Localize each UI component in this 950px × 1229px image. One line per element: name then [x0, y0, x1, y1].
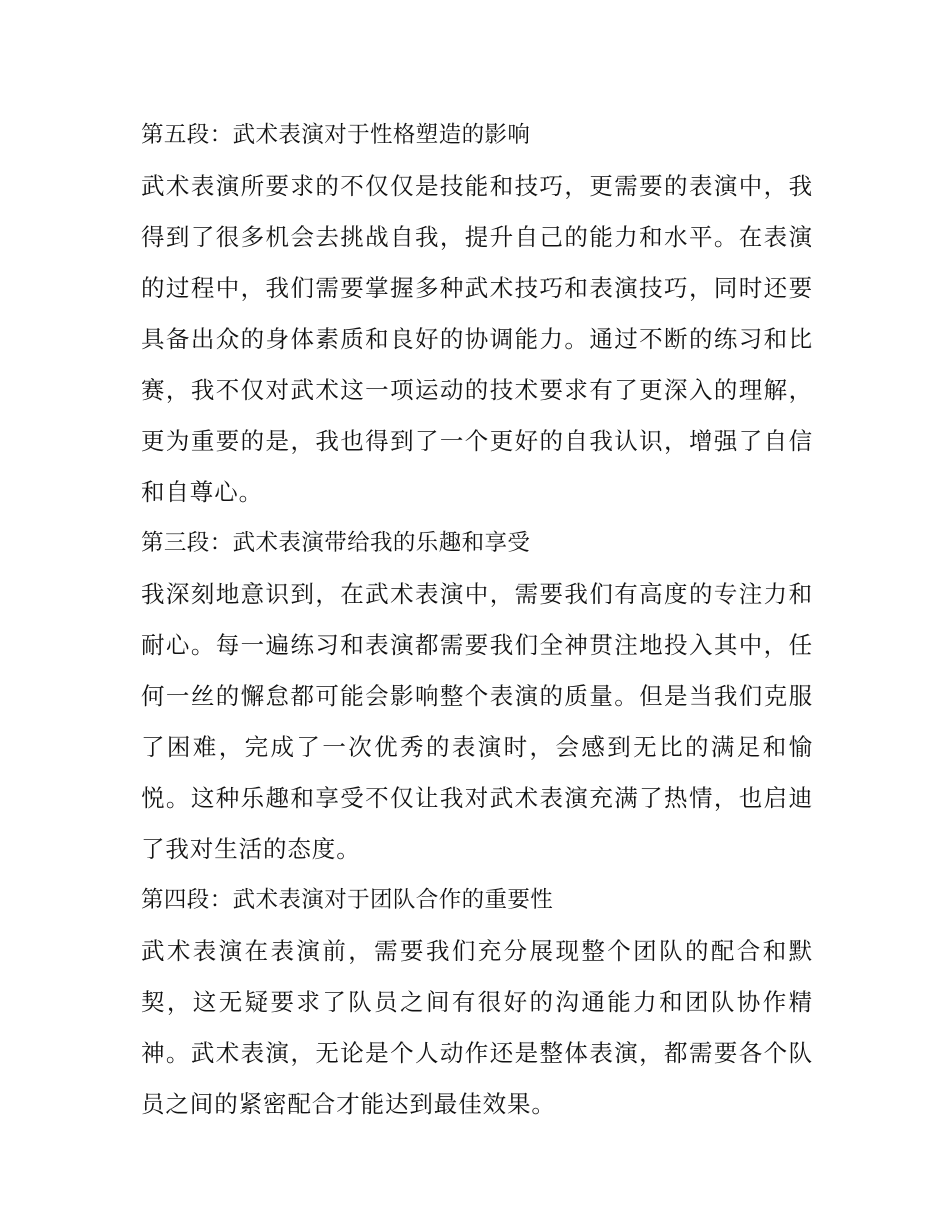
paragraph-line: 我深刻地意识到，在武术表演中，需要我们有高度的专注力和 — [141, 580, 813, 608]
section-heading: 第五段：武术表演对于性格塑造的影响 — [141, 122, 531, 148]
paragraph-line: 了我对生活的态度。 — [141, 835, 361, 863]
paragraph-line: 何一丝的懈怠都可能会影响整个表演的质量。但是当我们克服 — [141, 682, 813, 710]
paragraph-line: 更为重要的是，我也得到了一个更好的自我认识，增强了自信 — [141, 427, 813, 455]
section-heading: 第三段：武术表演带给我的乐趣和享受 — [141, 530, 531, 556]
paragraph-line: 和自尊心。 — [141, 478, 263, 506]
section — [141, 875, 813, 1130]
paragraph-line: 神。武术表演，无论是个人动作还是整体表演，都需要各个队 — [141, 1039, 813, 1067]
paragraph-line: 了困难，完成了一次优秀的表演时，会感到无比的满足和愉 — [141, 733, 813, 761]
paragraph-line: 赛，我不仅对武术这一项运动的技术要求有了更深入的理解， — [141, 376, 813, 404]
section — [141, 518, 813, 875]
paragraph-line: 武术表演所要求的不仅仅是技能和技巧，更需要的表演中，我 — [141, 172, 813, 200]
paragraph-line: 具备出众的身体素质和良好的协调能力。通过不断的练习和比 — [141, 325, 813, 353]
paragraph-line: 悦。这种乐趣和享受不仅让我对武术表演充满了热情，也启迪 — [141, 784, 813, 812]
paragraph-line: 得到了很多机会去挑战自我，提升自己的能力和水平。在表演 — [141, 223, 813, 251]
paragraph-line: 契，这无疑要求了队员之间有很好的沟通能力和团队协作精 — [141, 988, 813, 1016]
paragraph-line: 武术表演在表演前，需要我们充分展现整个团队的配合和默 — [141, 937, 813, 965]
paragraph-line: 员之间的紧密配合才能达到最佳效果。 — [141, 1090, 556, 1118]
paragraph-line: 的过程中，我们需要掌握多种武术技巧和表演技巧，同时还要 — [141, 274, 813, 302]
paragraph-line: 耐心。每一遍练习和表演都需要我们全神贯注地投入其中，任 — [141, 631, 813, 659]
section-heading: 第四段：武术表演对于团队合作的重要性 — [141, 887, 554, 913]
document-page — [141, 110, 813, 1130]
section — [141, 110, 813, 518]
